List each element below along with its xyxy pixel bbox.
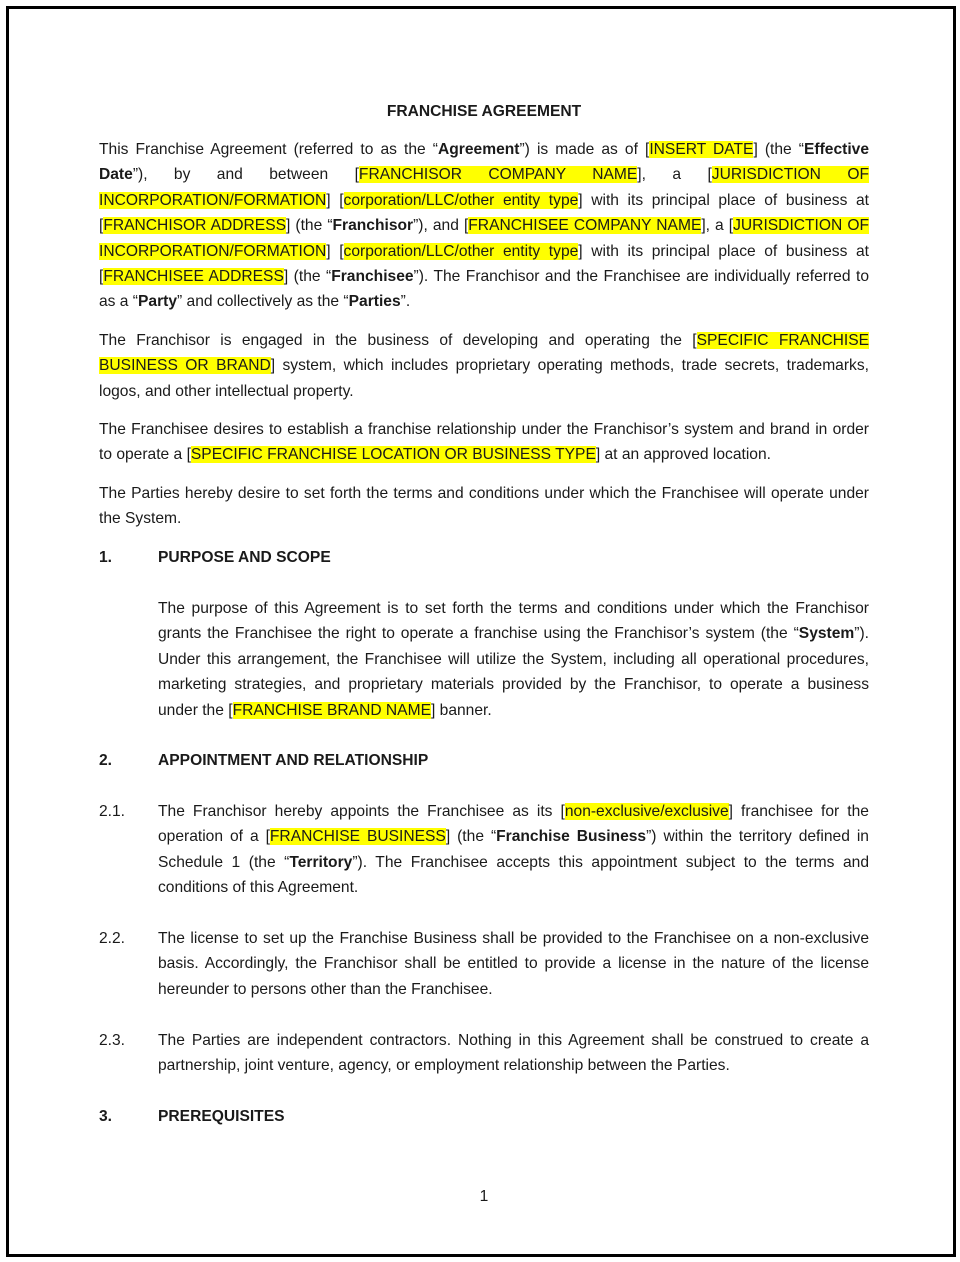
intro-text: ] (the “ <box>283 268 332 286</box>
page-border <box>6 6 956 1257</box>
section-number: 3. <box>99 1108 113 1125</box>
intro-text: ] (the “ <box>753 141 804 158</box>
intro-text: ] [ <box>326 191 344 209</box>
placeholder-exclusivity: non-exclusive/exclusive <box>564 803 729 820</box>
document-title: FRANCHISE AGREEMENT <box>386 103 582 120</box>
intro-text: ], a [ <box>637 166 712 184</box>
recital-text: The Franchisor is engaged in the business of developing and operating the [ <box>99 332 697 349</box>
intro-text: ”. <box>400 293 411 311</box>
recital-paragraph <box>99 328 869 404</box>
section-text: ] banner. <box>430 701 492 719</box>
clause-text: ] (the “ <box>445 828 497 846</box>
defined-term: Franchisor <box>332 217 414 235</box>
intro-paragraph <box>99 137 869 315</box>
section-number: 2. <box>99 752 113 769</box>
defined-term: Party <box>138 293 178 311</box>
placeholder-franchise-location: SPECIFIC FRANCHISE LOCATION OR BUSINESS TYPE <box>190 446 596 464</box>
section-text: ”). Under this arrangement, the Franchisee will utilize the System, including all operational procedures, marketing strategies, and proprietary materials provided by the Franchisor, to operate a business under the [ <box>158 625 869 719</box>
placeholder-franchisor-address: FRANCHISOR ADDRESS <box>103 217 287 235</box>
intro-text: ”), and [ <box>413 217 469 235</box>
placeholder-insert-date: INSERT DATE <box>649 141 754 158</box>
intro-text: ” and collectively as the “ <box>177 293 349 311</box>
placeholder-entity-type: corporation/LLC/other entity type <box>343 191 579 209</box>
intro-text: ] [ <box>326 242 344 260</box>
intro-text: ] with its principal place of business at [ <box>99 191 869 235</box>
placeholder-entity-type: corporation/LLC/other entity type <box>343 242 579 260</box>
placeholder-franchisee-address: FRANCHISEE ADDRESS <box>103 268 284 286</box>
placeholder-franchise-business: FRANCHISE BUSINESS <box>269 828 446 846</box>
defined-term: System <box>798 625 855 643</box>
clause-body: The license to set up the Franchise Business shall be provided to the Franchisee on a non-exclusive basis. Accordingly, the Franchisor shall be entitled to provide a license in the nature of the license hereunder to persons other than the Franchisee. <box>158 930 869 998</box>
clause-text: ”) within the territory defined in Schedule 1 (the “ <box>158 828 869 871</box>
section-body <box>158 596 869 723</box>
intro-text: ] (the “ <box>286 217 333 235</box>
section-number: 1. <box>99 549 113 566</box>
recital-paragraph: The Parties hereby desire to set forth the terms and conditions under which the Franchisee will operate under the System. <box>99 485 869 528</box>
placeholder-franchisor-name: FRANCHISOR COMPANY NAME <box>358 166 638 184</box>
page-number: 1 <box>479 1188 489 1205</box>
intro-text: ] with its principal place of business at [ <box>99 242 869 286</box>
intro-text: This Franchise Agreement (referred to as the “ <box>99 141 439 158</box>
section-text: The purpose of this Agreement is to set forth the terms and conditions under which the Franchisor grants the Franchisee the right to operate a franchise using the Franchisor’s system (the “ <box>158 600 869 643</box>
intro-text: ], a [ <box>701 217 734 235</box>
recital-paragraph <box>99 417 869 468</box>
placeholder-franchisee-name: FRANCHISEE COMPANY NAME <box>468 217 702 235</box>
recital-text: ] at an approved location. <box>595 446 771 464</box>
clause-number: 2.1. <box>99 803 126 820</box>
section-heading: APPOINTMENT AND RELATIONSHIP <box>158 752 429 769</box>
clause-text: ] franchisee for the operation of a [ <box>158 803 869 846</box>
clause-number: 2.2. <box>99 930 126 947</box>
clause-text: The Franchisor hereby appoints the Franchisee as its [ <box>158 803 565 820</box>
recital-text: ] system, which includes proprietary operating methods, trade secrets, trademarks, logos, and other intellectual property. <box>99 357 869 400</box>
defined-term: Effective Date <box>99 141 870 184</box>
defined-term: Franchise Business <box>496 828 647 846</box>
placeholder-jurisdiction: JURISDICTION OF INCORPORATION/FORMATION <box>99 217 869 260</box>
defined-term: Franchisee <box>331 268 414 286</box>
defined-term: Territory <box>289 853 353 871</box>
section-heading: PURPOSE AND SCOPE <box>158 549 331 566</box>
defined-term: Agreement <box>438 141 520 158</box>
clause-number: 2.3. <box>99 1032 126 1049</box>
placeholder-jurisdiction: JURISDICTION OF INCORPORATION/FORMATION <box>99 166 869 209</box>
clause-body <box>158 799 869 901</box>
intro-text: ”), by and between [ <box>132 166 359 184</box>
placeholder-franchise-brand: SPECIFIC FRANCHISE BUSINESS OR BRAND <box>99 332 870 375</box>
recital-text: The Franchisee desires to establish a franchise relationship under the Franchisor’s system and brand in order to operate a [ <box>99 421 869 464</box>
defined-term: Parties <box>348 293 401 311</box>
clause-text: ”). The Franchisee accepts this appointment subject to the terms and conditions of this Agreement. <box>158 853 869 897</box>
intro-text: ”). The Franchisor and the Franchisee are individually referred to as a “ <box>99 268 870 311</box>
clause-body: The Parties are independent contractors. Nothing in this Agreement shall be construed to create a partnership, joint venture, agency, or employment relationship between the Parties. <box>158 1032 869 1075</box>
intro-text: ”) is made as of [ <box>519 141 650 158</box>
section-heading: PREREQUISITES <box>158 1108 285 1125</box>
placeholder-brand-name: FRANCHISE BRAND NAME <box>232 701 431 719</box>
